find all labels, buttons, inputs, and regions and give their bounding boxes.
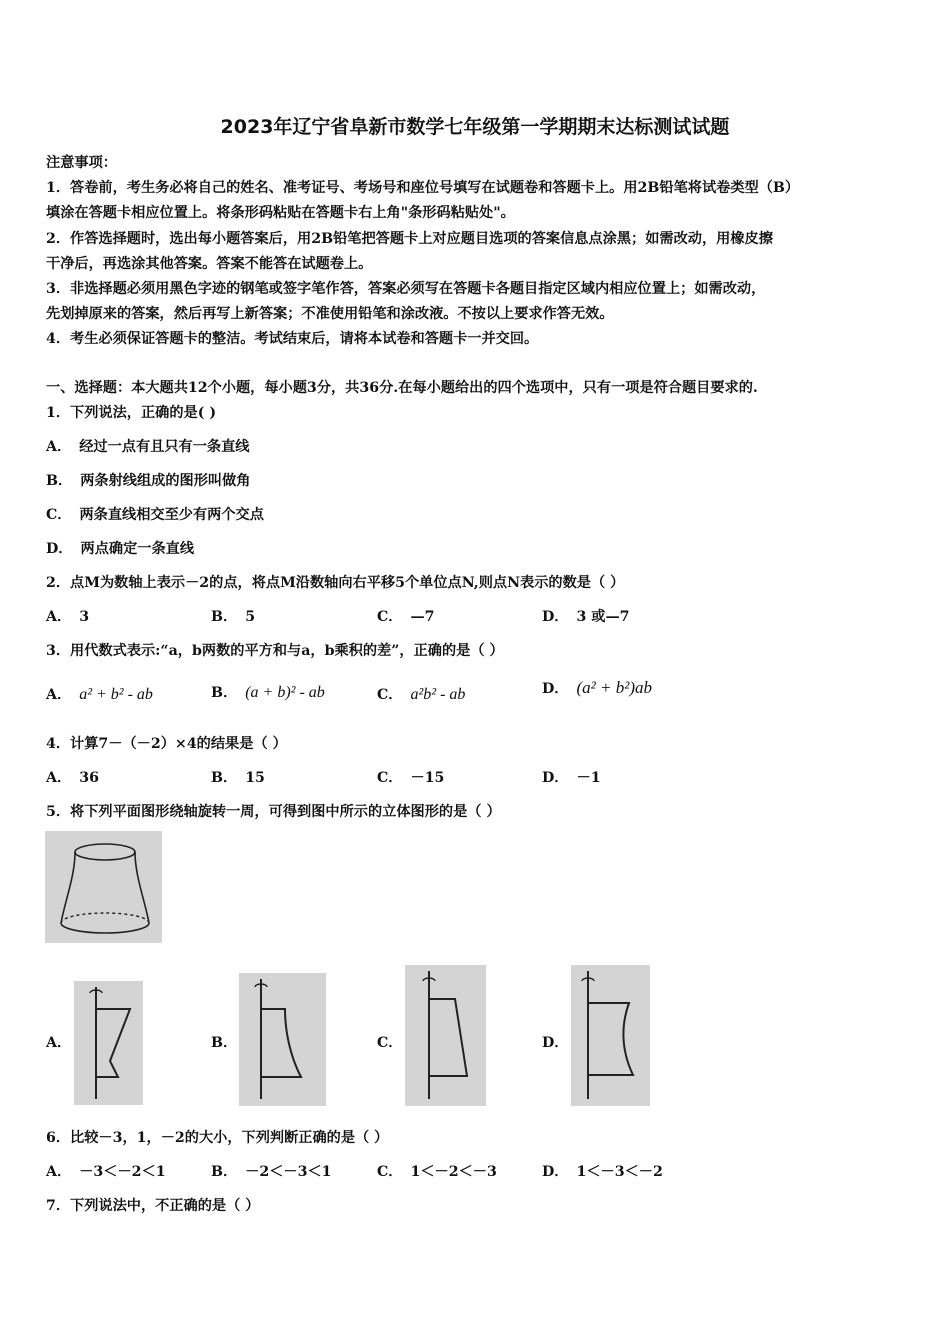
option-text: 36 [79, 770, 99, 786]
notice-line-3: 2．作答选择题时，选出每小题答案后，用2B铅笔把答题卡上对应题目选项的答案信息点涂黑；如需改动，用橡皮擦 [46, 231, 773, 247]
option-text: —7 [410, 609, 435, 625]
option-label: D． [542, 609, 569, 625]
option-text: －3＜－2＜1 [79, 1164, 166, 1180]
question-6-option-a [46, 1161, 166, 1181]
question-3-option-d [542, 678, 652, 698]
option-label: C． [377, 687, 403, 703]
option-text: －1 [576, 770, 601, 786]
question-4-option-a [46, 767, 99, 787]
question-1-option-a [46, 436, 249, 456]
option-text: 经过一点有且只有一条直线 [79, 439, 250, 455]
option-label: A． [46, 1035, 72, 1051]
option-label: A． [46, 687, 72, 703]
solid-figure-image [45, 831, 162, 943]
option-label: D． [542, 1035, 569, 1051]
notice-line-7: 4．考生必须保证答题卡的整洁。考试结束后，请将本试卷和答题卡一并交回。 [46, 331, 539, 347]
option-label: B． [211, 770, 238, 786]
option-text: －2＜－3＜1 [245, 1164, 332, 1180]
question-2-option-a [46, 606, 89, 626]
question-2-option-d [542, 606, 630, 626]
question-6-option-d [542, 1161, 663, 1181]
option-text: 1＜－3＜－2 [576, 1164, 663, 1180]
option-label: D． [46, 541, 73, 557]
question-4-option-d [542, 767, 601, 787]
question-6-option-c [377, 1161, 497, 1181]
option-text: 3 或—7 [576, 609, 630, 625]
option-label: B． [211, 1164, 238, 1180]
question-7-stem: 7．下列说法中，不正确的是（ ） [46, 1198, 260, 1214]
page-title: 2023年辽宁省阜新市数学七年级第一学期期末达标测试试题 [220, 116, 730, 138]
option-label: A． [46, 439, 72, 455]
option-label: C． [377, 1164, 403, 1180]
option-text: 5 [245, 609, 256, 625]
option-label: D． [542, 681, 569, 697]
option-label: D． [542, 1164, 569, 1180]
question-4-stem: 4．计算7－（－2）×4的结果是（ ） [46, 736, 287, 752]
question-6-stem: 6．比较－3，1，－2的大小，下列判断正确的是（ ） [46, 1130, 389, 1146]
formula-a: a² + b² - ab [79, 686, 153, 703]
question-6-option-b [211, 1161, 332, 1181]
option-label: C． [377, 770, 403, 786]
option-c-figure [405, 965, 486, 1106]
option-label: A． [46, 609, 72, 625]
option-label: B． [211, 609, 238, 625]
formula-c: a²b² - ab [410, 686, 466, 703]
question-1-option-b [46, 470, 250, 490]
option-text: 两条直线相交至少有两个交点 [79, 507, 264, 523]
option-d-figure [571, 965, 650, 1106]
option-label: C． [377, 609, 403, 625]
question-4-option-c [377, 767, 444, 787]
section-heading: 一、选择题：本大题共12个小题，每小题3分，共36分.在每小题给出的四个选项中，只有一项是符合题目要求的. [46, 380, 758, 396]
question-2-stem: 2．点M为数轴上表示－2的点，将点M沿数轴向右平移5个单位点N,则点N表示的数是（ ） [46, 575, 625, 591]
formula-d: (a² + b²)ab [576, 678, 652, 697]
option-label: A． [46, 770, 72, 786]
option-label: D． [542, 770, 569, 786]
notice-heading: 注意事项： [46, 155, 117, 171]
option-label: B． [46, 473, 73, 489]
question-5-stem: 5．将下列平面图形绕轴旋转一周，可得到图中所示的立体图形的是（ ） [46, 804, 501, 820]
option-label: C． [377, 1035, 403, 1051]
option-label: A． [46, 1164, 72, 1180]
option-text: 15 [245, 770, 265, 786]
option-text: 1＜－2＜－3 [410, 1164, 497, 1180]
notice-line-5: 3．非选择题必须用黑色字迹的钢笔或签字笔作答，答案必须写在答题卡各题目指定区域内相应位置上；如需改动， [46, 281, 766, 297]
option-label: C． [46, 507, 72, 523]
notice-line-2: 填涂在答题卡相应位置上。将条形码粘贴在答题卡右上角"条形码粘贴处"。 [46, 205, 515, 221]
option-b-figure [239, 973, 326, 1106]
notice-line-6: 先划掉原来的答案，然后再写上新答案；不准使用铅笔和涂改液。不按以上要求作答无效。 [46, 306, 614, 322]
question-1-option-d [46, 538, 194, 558]
option-label: B． [211, 685, 238, 701]
option-label: B． [211, 1035, 238, 1051]
option-a-figure [74, 981, 143, 1105]
option-text: 两点确定一条直线 [80, 541, 195, 557]
question-3-option-c [377, 684, 465, 704]
question-4-option-b [211, 767, 265, 787]
option-text: 两条射线组成的图形叫做角 [80, 473, 251, 489]
option-text: －15 [410, 770, 445, 786]
notice-line-4: 干净后，再选涂其他答案。答案不能答在试题卷上。 [46, 256, 373, 272]
question-3-stem: 3．用代数式表示:“a，b两数的平方和与a，b乘积的差”，正确的是（ ） [46, 643, 504, 659]
question-2-option-b [211, 606, 255, 626]
option-text: 3 [79, 609, 90, 625]
question-2-option-c [377, 606, 435, 626]
notice-line-1: 1．答卷前，考生务必将自己的姓名、准考证号、考场号和座位号填写在试题卷和答题卡上。用2B铅笔将试卷类型（B） [46, 180, 800, 196]
question-1-option-c [46, 504, 264, 524]
question-3-option-b [211, 682, 325, 702]
question-3-option-a [46, 684, 153, 704]
formula-b: (a + b)² - ab [245, 684, 325, 701]
question-1-stem: 1．下列说法，正确的是( ) [46, 405, 217, 421]
